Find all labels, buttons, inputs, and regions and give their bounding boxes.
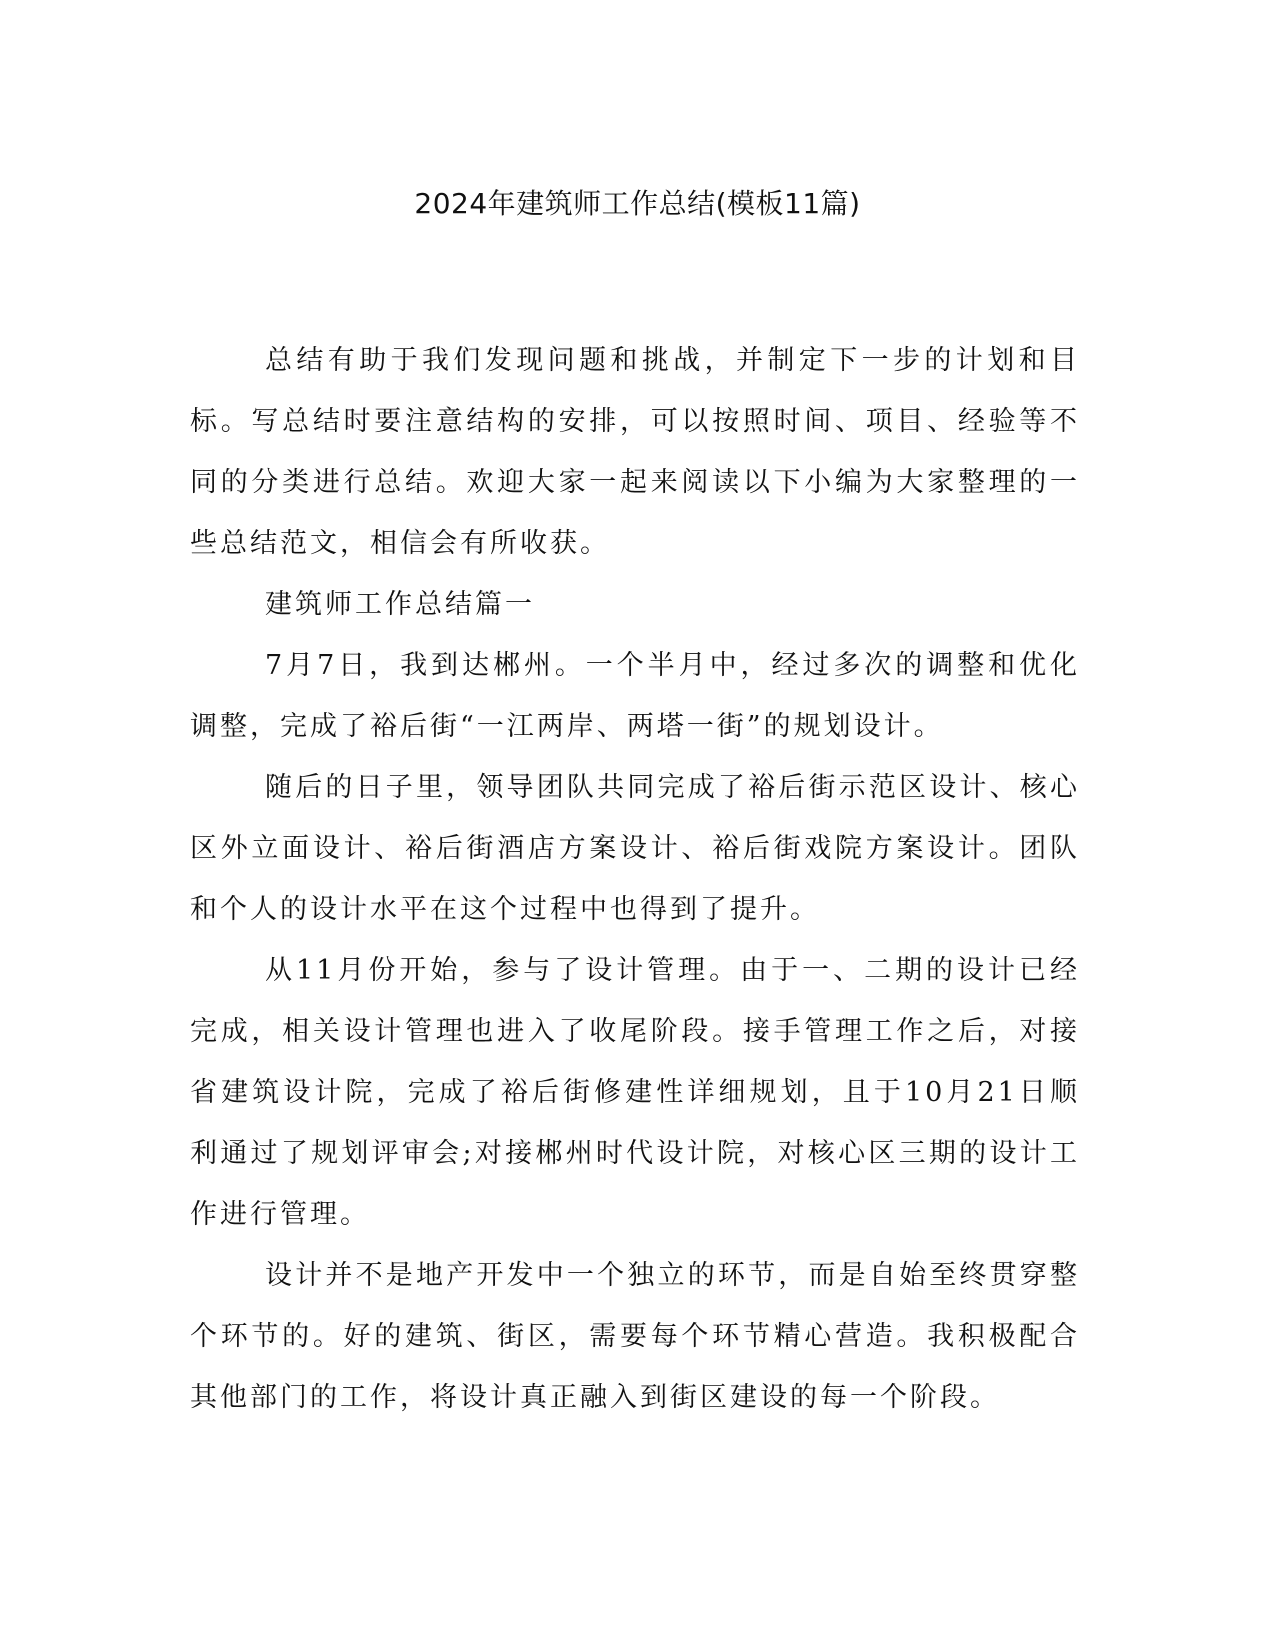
body-paragraph: 从11月份开始，参与了设计管理。由于一、二期的设计已经完成，相关设计管理也进入了收尾阶段。接手管理工作之后，对接省建筑设计院，完成了裕后街修建性详细规划，且于10月21日顺利通过了规划评审会;对接郴州时代设计院，对核心区三期的设计工作进行管理。 [190,955,1080,1230]
document-title: 2024年建筑师工作总结(模板11篇) [414,187,861,220]
section-heading: 建筑师工作总结篇一 [265,589,535,620]
intro-paragraph: 总结有助于我们发现问题和挑战，并制定下一步的计划和目标。写总结时要注意结构的安排，可以按照时间、项目、经验等不同的分类进行总结。欢迎大家一起来阅读以下小编为大家整理的一些总结范文，相信会有所收获。 [190,345,1080,559]
document-body [190,330,1080,1428]
body-paragraph: 随后的日子里，领导团队共同完成了裕后街示范区设计、核心区外立面设计、裕后街酒店方案设计、裕后街戏院方案设计。团队和个人的设计水平在这个过程中也得到了提升。 [190,772,1080,925]
body-paragraph: 7月7日，我到达郴州。一个半月中，经过多次的调整和优化调整，完成了裕后街“一江两岸、两塔一街”的规划设计。 [190,650,1080,742]
body-paragraph: 设计并不是地产开发中一个独立的环节，而是自始至终贯穿整个环节的。好的建筑、街区，需要每个环节精心营造。我积极配合其他部门的工作，将设计真正融入到街区建设的每一个阶段。 [190,1260,1080,1413]
